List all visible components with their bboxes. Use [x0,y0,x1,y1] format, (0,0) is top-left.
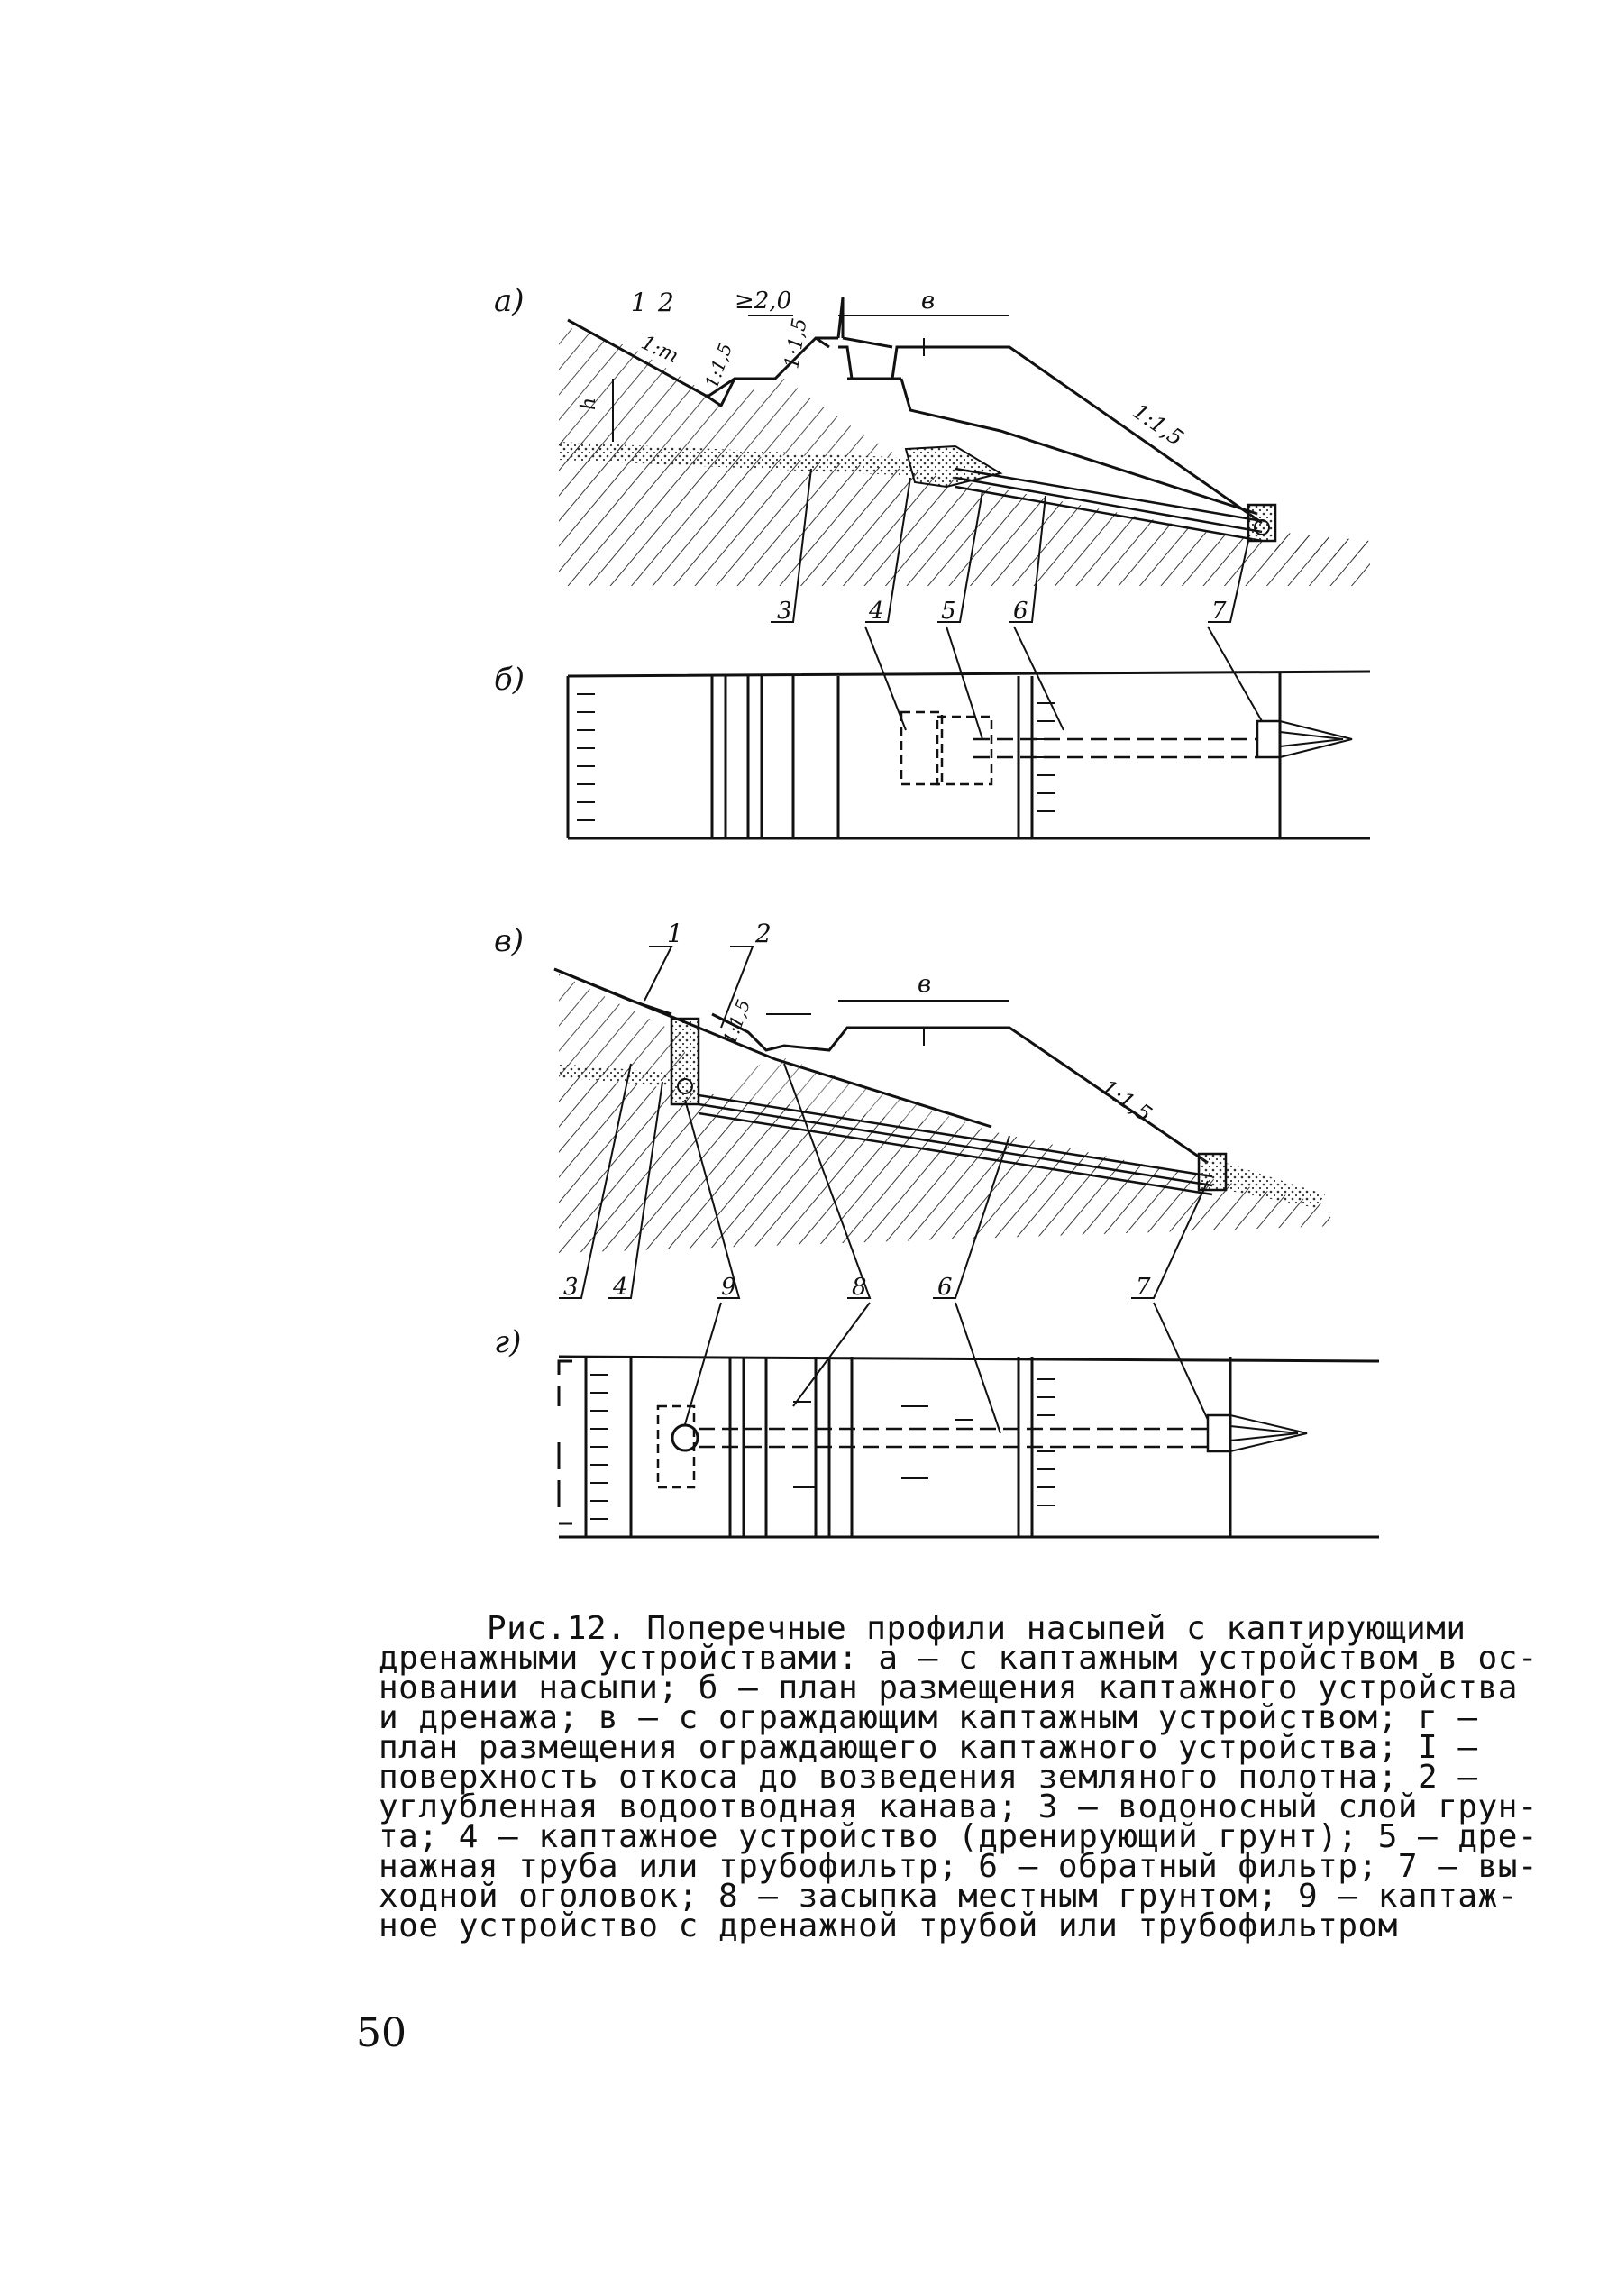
panel-a-callout-4: 4 [869,598,884,625]
figure-caption [379,1610,1541,1944]
panel-a-callout-5: 5 [941,598,956,625]
panel-a-callout-1: 1 [631,288,647,317]
panel-a-callout-h: h [578,397,600,410]
panel-v-callout-9: 9 [721,1274,736,1301]
panel-b-leaders [865,627,1262,739]
panel-g-leaders [685,1303,1208,1433]
caption-line: и дренажа; в – с ограждающим каптажным устройством; г – [379,1699,1478,1736]
caption-line: ходной оголовок; 8 – засыпка местным грунтом; 9 – каптаж- [379,1878,1518,1915]
caption-line: углубленная водоотводная канава; 3 – водоносный слой грун- [379,1788,1539,1825]
panel-b-capture-device [901,712,942,784]
panel-v-callout-4: 4 [613,1274,628,1301]
panel-v-callout-slope-a: 1:1,5 [718,996,755,1047]
panel-a-callout-dim: ≥2,0 [735,288,792,315]
panel-v-callout-3: 3 [563,1274,579,1301]
caption-line: ное устройство с дренажной трубой или трубофильтром [379,1907,1398,1944]
panel-v-outlet-head [1199,1154,1226,1190]
caption-line: нажная труба или трубофильтр; 6 – обратный фильтр; 7 – вы- [379,1848,1539,1885]
panel-a-label: а) [494,283,525,319]
panel-v-capture-wall [671,1019,699,1104]
panel-v-cross-section [554,947,1334,1298]
caption-line: та; 4 – каптажное устройство (дренирующий грунт); 5 – дре- [379,1818,1539,1855]
caption-line: план размещения ограждающего каптажного устройства; I – [379,1729,1478,1766]
panel-a-callout-6: 6 [1013,598,1028,625]
panel-g-outlet-head [1208,1415,1230,1451]
panel-b-drain-pipe [973,739,1257,757]
panel-b-plan [568,627,1370,838]
caption-line: дренажными устройствами: а – с каптажным устройством в ос- [379,1640,1539,1677]
panel-b-capture-device-inner [937,717,991,784]
panel-v-callout-6: 6 [937,1274,953,1301]
panel-b-label: б) [494,662,525,698]
panel-b-outlet-cone [1280,721,1352,757]
panel-a-callout-3: 3 [777,598,792,625]
caption-line: Рис.12. Поперечные профили насыпей с каптирующими [487,1610,1466,1647]
panel-v-callout-1: 1 [667,919,683,948]
panel-v-callout-2: 2 [755,919,772,948]
panel-v-callout-b: в [918,971,932,998]
panel-a-capture-device [906,446,1000,487]
panel-g-label: г) [494,1324,522,1360]
panel-v-label: в) [494,923,525,959]
panel-a-callout-1m: 1:m [637,331,682,369]
panel-a-callout-7: 7 [1211,598,1227,625]
caption-line: поверхность откоса до возведения земляного полотна; 2 – [379,1759,1478,1796]
panel-a-callout-2: 2 [658,288,674,317]
panel-a-callout-slope-c: 1:1,5 [1128,398,1189,452]
panel-g-plan [559,1303,1379,1537]
panel-a-callout-slope-a: 1:1,5 [700,340,737,391]
page-number: 50 [356,2010,407,2056]
panel-g-left-bracket [559,1361,572,1523]
caption-line: новании насыпи; б – план размещения каптажного устройства [379,1669,1518,1706]
panel-a-callout-slope-b: 1:1,5 [781,316,812,371]
panel-v-callout-8: 8 [852,1274,867,1301]
panel-g-backfill-dashes [793,1402,973,1487]
panel-v-callout-slope-b: 1:1,5 [1096,1074,1157,1128]
panel-g-drain-pipe [699,1429,1208,1447]
panel-g-outlet-cone [1230,1415,1307,1451]
panel-g-pipe-section [672,1425,698,1450]
panel-b-outlet-head [1257,721,1280,757]
panel-v-callout-7: 7 [1136,1274,1151,1301]
panel-a-callout-b: в [921,288,936,315]
